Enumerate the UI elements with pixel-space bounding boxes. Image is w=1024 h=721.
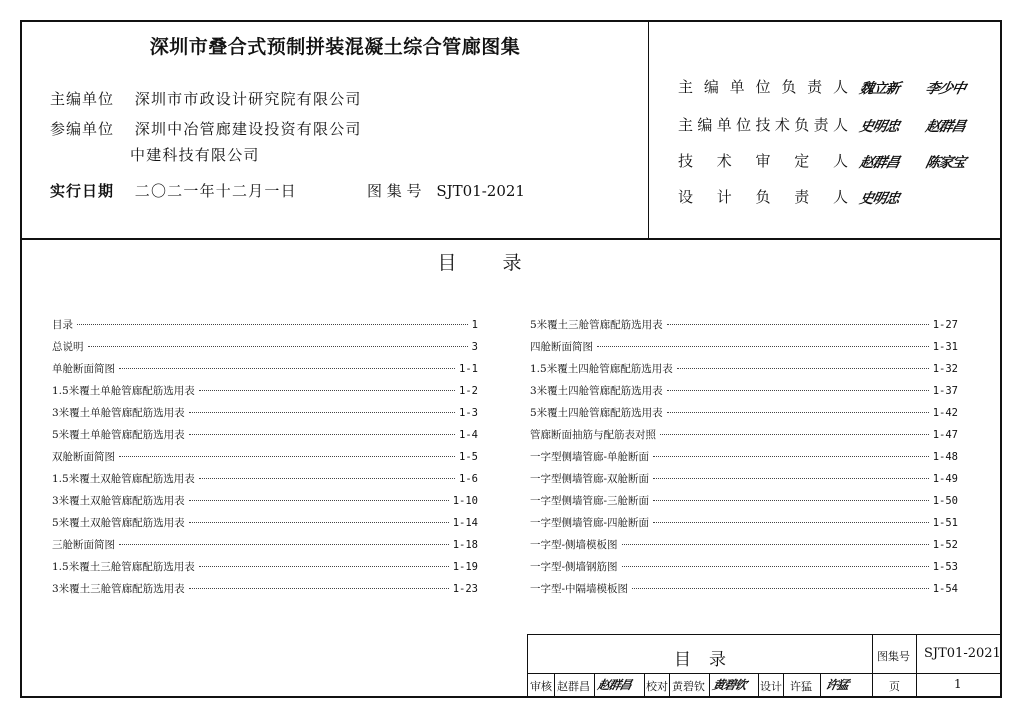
date-row [50, 180, 297, 201]
toc-item[interactable] [530, 383, 958, 401]
toc-item[interactable] [52, 515, 478, 533]
responsible-row-2 [678, 114, 848, 135]
leader-dots [660, 434, 929, 435]
toc-item[interactable] [52, 405, 478, 423]
participant-row-2 [130, 144, 260, 165]
responsible-title: 技术审定人 [678, 152, 848, 170]
toc-item[interactable] [52, 537, 478, 555]
leader-dots [653, 478, 929, 479]
participant-value-2: 中建科技有限公司 [130, 146, 260, 164]
toc-item[interactable] [530, 427, 958, 445]
atlas-title: 深圳市叠合式预制拼装混凝土综合管廊图集 [149, 36, 521, 58]
checker-signature: 黄碧钦 [711, 678, 748, 692]
participant-value-1: 深圳中冶管廊建设投资有限公司 [134, 120, 362, 138]
leader-dots [632, 588, 929, 589]
toc-item-page: 1-10 [452, 495, 478, 507]
leader-dots [119, 544, 449, 545]
toc-item-name: 一字型-侧墙钢筋图 [530, 561, 618, 573]
reviewer-name: 赵群昌 [557, 680, 590, 693]
toc-item-page: 1-14 [452, 517, 478, 529]
toc-item-page: 1-48 [932, 451, 958, 463]
signature: 赵群昌 [924, 119, 967, 135]
leader-dots [667, 412, 929, 413]
leader-dots [653, 500, 929, 501]
toc-item-name: 双舱断面简图 [52, 451, 115, 463]
leader-dots [77, 324, 468, 325]
signature: 赵群昌 [858, 155, 901, 171]
toc-item[interactable] [52, 581, 478, 599]
title-block-divider [594, 673, 595, 697]
reviewer-signature: 赵群昌 [596, 678, 633, 692]
title-block-divider [528, 673, 1000, 674]
toc-item-page: 1-3 [459, 407, 478, 419]
signature: 史明忠 [858, 191, 901, 207]
leader-dots [199, 478, 455, 479]
leader-dots [667, 324, 929, 325]
toc-item-page: 1-2 [459, 385, 478, 397]
checker-name: 黄碧钦 [672, 680, 705, 693]
toc-item[interactable] [530, 471, 958, 489]
leader-dots [653, 522, 929, 523]
toc-item-name: 单舱断面简图 [52, 363, 115, 375]
toc-item[interactable] [52, 383, 478, 401]
header-divider [648, 22, 649, 238]
responsible-title: 主编单位技术负责人 [678, 116, 848, 134]
leader-dots [667, 390, 929, 391]
leader-dots [622, 566, 929, 567]
atlas-no-label: 图 集 号 [367, 182, 422, 200]
toc-item-page: 1-52 [932, 539, 958, 551]
leader-dots [597, 346, 929, 347]
toc-item-name: 一字型侧墙管廊-三舱断面 [530, 495, 650, 507]
designer-signature: 许猛 [824, 678, 850, 692]
responsible-row-4 [678, 186, 848, 207]
page-value: 1 [954, 677, 962, 691]
check-label: 校对 [646, 680, 668, 693]
toc-item-page: 1-5 [459, 451, 478, 463]
toc-item-name: 三舱断面简图 [52, 539, 115, 551]
responsible-row-3 [678, 150, 848, 171]
toc-item-page: 1-50 [932, 495, 958, 507]
toc-item-name: 1.5米覆土四舱管廊配筋选用表 [530, 363, 673, 375]
leader-dots [119, 456, 455, 457]
toc-item-page: 1-19 [452, 561, 478, 573]
toc-item-name: 目录 [52, 319, 73, 331]
title-block-atlas-value: SJT01-2021 [924, 646, 1001, 661]
toc-item-page: 1-49 [932, 473, 958, 485]
toc-item-page: 1-1 [459, 363, 478, 375]
toc-item-page: 1-47 [932, 429, 958, 441]
designer-name: 许猛 [790, 680, 812, 693]
toc-item[interactable] [530, 405, 958, 423]
date-label: 实行日期 [50, 182, 115, 200]
title-block-divider [758, 673, 759, 697]
toc-item-name: 一字型侧墙管廊-四舱断面 [530, 517, 650, 529]
review-label: 审核 [530, 680, 552, 693]
toc-item[interactable] [530, 449, 958, 467]
toc-item-page: 1-32 [932, 363, 958, 375]
toc-item-name: 一字型侧墙管廊-单舱断面 [530, 451, 650, 463]
toc-item[interactable] [52, 361, 478, 379]
toc-item-name: 3米覆土三舱管廊配筋选用表 [52, 583, 185, 595]
toc-item[interactable] [52, 449, 478, 467]
responsible-title: 设计负责人 [678, 188, 848, 206]
leader-dots [677, 368, 929, 369]
toc-item-name: 5米覆土双舱管廊配筋选用表 [52, 517, 185, 529]
title-block-title: 目录 [674, 650, 744, 670]
toc-item-page: 3 [471, 341, 478, 353]
toc-item-name: 1.5米覆土三舱管廊配筋选用表 [52, 561, 195, 573]
toc-item-page: 1-18 [452, 539, 478, 551]
toc-item-name: 四舱断面简图 [530, 341, 593, 353]
leader-dots [199, 566, 449, 567]
toc-item-page: 1-53 [932, 561, 958, 573]
title-block-divider [820, 673, 821, 697]
title-block [527, 634, 1000, 696]
leader-dots [189, 412, 455, 413]
toc-item-page: 1-42 [932, 407, 958, 419]
toc-item-name: 3米覆土双舱管廊配筋选用表 [52, 495, 185, 507]
signature: 陈家宝 [924, 155, 967, 171]
title-block-divider [644, 673, 645, 697]
atlas-no-row [367, 180, 525, 201]
toc-item-name: 总说明 [52, 341, 84, 353]
toc-item[interactable] [52, 471, 478, 489]
leader-dots [653, 456, 929, 457]
toc-item[interactable] [530, 493, 958, 511]
toc-item[interactable] [52, 559, 478, 577]
toc-item-name: 5米覆土单舱管廊配筋选用表 [52, 429, 185, 441]
leader-dots [189, 522, 449, 523]
toc-item[interactable] [52, 427, 478, 445]
signature: 李少中 [924, 81, 967, 97]
toc-item[interactable] [530, 515, 958, 533]
title-block-divider [554, 673, 555, 697]
responsible-title: 主编单位负责人 [678, 78, 848, 96]
toc-item-name: 一字型-侧墙模板图 [530, 539, 618, 551]
toc-item-name: 5米覆土三舱管廊配筋选用表 [530, 319, 663, 331]
title-block-divider [709, 673, 710, 697]
toc-item-page: 1-6 [459, 473, 478, 485]
title-block-divider [783, 673, 784, 697]
participant-row [50, 118, 362, 139]
toc-item[interactable] [530, 339, 958, 357]
toc-title: 目录 [437, 252, 568, 274]
editor-value: 深圳市市政设计研究院有限公司 [134, 90, 362, 108]
editor-label: 主编单位 [50, 90, 115, 108]
title-block-divider [872, 635, 873, 697]
toc-item-page: 1-27 [932, 319, 958, 331]
toc-item[interactable] [52, 339, 478, 357]
toc-item[interactable] [530, 361, 958, 379]
toc-item-name: 1.5米覆土双舱管廊配筋选用表 [52, 473, 195, 485]
toc-item-name: 3米覆土四舱管廊配筋选用表 [530, 385, 663, 397]
header-block [22, 22, 1000, 240]
toc-item-name: 管廊断面抽筋与配筋表对照 [530, 429, 656, 441]
signature: 史明忠 [858, 119, 901, 135]
toc-item[interactable] [52, 493, 478, 511]
date-value: 二〇二一年十二月一日 [134, 182, 297, 200]
leader-dots [189, 588, 449, 589]
leader-dots [199, 390, 455, 391]
signature: 魏立新 [858, 81, 901, 97]
toc-item-page: 1-4 [459, 429, 478, 441]
title-block-divider [916, 635, 917, 697]
toc-item-page: 1-23 [452, 583, 478, 595]
toc-item-page: 1 [471, 319, 478, 331]
toc-item-name: 一字型侧墙管廊-双舱断面 [530, 473, 650, 485]
title-block-divider [669, 673, 670, 697]
toc-item-name: 一字型-中隔墙模板图 [530, 583, 629, 595]
leader-dots [189, 500, 449, 501]
title-block-atlas-label: 图集号 [877, 650, 910, 663]
toc-item-name: 1.5米覆土单舱管廊配筋选用表 [52, 385, 195, 397]
toc-item-name: 5米覆土四舱管廊配筋选用表 [530, 407, 663, 419]
toc-item-page: 1-54 [932, 583, 958, 595]
toc-item-page: 1-51 [932, 517, 958, 529]
toc-item[interactable] [52, 317, 478, 335]
design-label: 设计 [760, 680, 782, 693]
leader-dots [622, 544, 929, 545]
participant-label: 参编单位 [50, 120, 115, 138]
atlas-no-value: SJT01-2021 [436, 182, 525, 200]
toc-item[interactable] [530, 317, 958, 335]
toc-item-page: 1-31 [932, 341, 958, 353]
leader-dots [88, 346, 468, 347]
toc-item-name: 3米覆土单舱管廊配筋选用表 [52, 407, 185, 419]
toc-item[interactable] [530, 537, 958, 555]
toc-item[interactable] [530, 581, 958, 599]
page-label: 页 [889, 680, 900, 693]
editor-row [50, 88, 362, 109]
responsible-row-1 [678, 76, 848, 97]
toc-item[interactable] [530, 559, 958, 577]
leader-dots [119, 368, 455, 369]
leader-dots [189, 434, 455, 435]
toc-item-page: 1-37 [932, 385, 958, 397]
